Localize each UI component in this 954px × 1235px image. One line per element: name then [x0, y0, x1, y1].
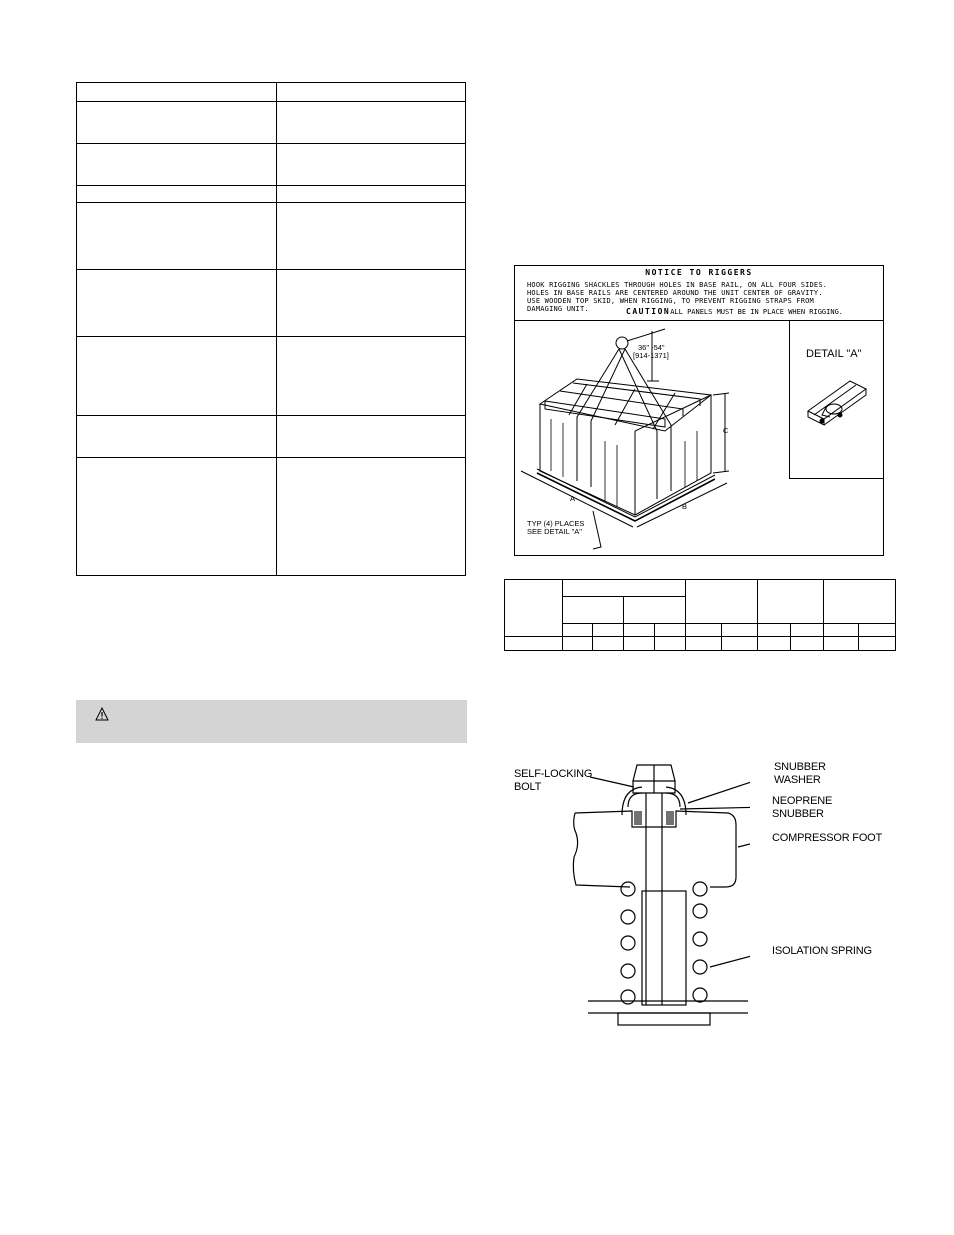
neoprene-snubber-label	[772, 795, 832, 820]
table-cell	[758, 624, 791, 637]
table-cell	[824, 637, 859, 651]
see-detail-label: SEE DETAIL "A"	[527, 527, 582, 536]
notice-line: HOOK RIGGING SHACKLES THROUGH HOLES IN BASE RAIL, ON ALL FOUR SIDES.	[527, 281, 828, 289]
table-cell	[655, 637, 686, 651]
table-cell	[277, 186, 466, 203]
table-cell	[593, 637, 624, 651]
label-line: SNUBBER	[774, 761, 826, 773]
table-cell	[77, 102, 277, 144]
table-cell	[686, 580, 758, 624]
typ-places-label: TYP (4) PLACES	[527, 519, 585, 528]
detail-a-panel	[789, 321, 884, 479]
warning-triangle-icon	[95, 707, 109, 721]
snubber-washer-label	[774, 761, 826, 786]
table-row	[77, 270, 466, 337]
table-cell	[722, 624, 758, 637]
rigging-figure	[514, 265, 884, 556]
table-cell	[859, 637, 896, 651]
height-range-label: 36" -54"	[638, 343, 665, 352]
self-locking-bolt-label	[514, 768, 592, 793]
table-row	[77, 203, 466, 270]
table-cell	[859, 624, 896, 637]
table-cell	[563, 580, 686, 597]
table-row	[505, 637, 896, 651]
dimension-b-label: B	[682, 502, 688, 511]
table-cell	[277, 458, 466, 576]
label-line: NEOPRENE	[772, 795, 833, 807]
table-row	[77, 186, 466, 203]
table-cell	[791, 624, 824, 637]
table-cell	[77, 144, 277, 186]
notice-line: DAMAGING UNIT.	[527, 305, 589, 313]
table-cell	[624, 637, 655, 651]
table-row	[77, 102, 466, 144]
base-rail-detail-drawing	[800, 371, 876, 431]
rigging-weights-table	[504, 579, 896, 651]
table-cell	[563, 624, 593, 637]
warning-banner	[76, 700, 467, 743]
table-header-row	[505, 624, 896, 637]
table-cell	[791, 637, 824, 651]
dimension-a-label: A	[570, 494, 576, 503]
table-cell	[77, 203, 277, 270]
table-cell	[824, 580, 896, 624]
label-line: BOLT	[514, 780, 542, 793]
notice-to-riggers	[515, 266, 883, 321]
isolation-spring-label: ISOLATION SPRING	[772, 945, 872, 957]
table-cell	[505, 637, 563, 651]
notice-line: HOLES IN BASE RAILS ARE CENTERED AROUND THE UNIT CENTER OF GRAVITY.	[527, 289, 823, 297]
table-cell	[686, 637, 722, 651]
table-cell	[686, 624, 722, 637]
label-line: SELF-LOCKING	[514, 768, 593, 780]
label-line: SNUBBER	[772, 807, 824, 820]
table-cell	[624, 624, 655, 637]
table-cell	[505, 580, 563, 637]
notice-title: NOTICE TO RIGGERS	[645, 268, 753, 277]
table-cell	[277, 416, 466, 458]
table-cell	[277, 144, 466, 186]
table-cell	[563, 597, 624, 624]
dimension-c-label: C	[723, 426, 729, 435]
table-cell	[277, 270, 466, 337]
table-cell	[77, 270, 277, 337]
table-cell	[77, 337, 277, 416]
table-cell	[277, 102, 466, 144]
table-cell	[77, 416, 277, 458]
table-cell	[77, 83, 277, 102]
table-row	[77, 144, 466, 186]
table-row	[77, 337, 466, 416]
table-row	[77, 83, 466, 102]
table-cell	[277, 337, 466, 416]
label-line: WASHER	[774, 773, 821, 786]
notice-line: USE WOODEN TOP SKID, WHEN RIGGING, TO PREVENT RIGGING STRAPS FROM	[527, 297, 814, 305]
table-cell	[277, 83, 466, 102]
table-cell	[593, 624, 624, 637]
table-cell	[77, 458, 277, 576]
table-row	[77, 458, 466, 576]
caution-word: CAUTION	[626, 307, 671, 316]
height-range-metric-label: [914-1371]	[633, 351, 669, 360]
table-cell	[655, 624, 686, 637]
table-cell	[563, 637, 593, 651]
table-row	[77, 416, 466, 458]
table-header-row	[505, 580, 896, 597]
table-cell	[758, 637, 791, 651]
specifications-table	[76, 82, 466, 576]
table-cell	[624, 597, 686, 624]
caution-line	[626, 308, 843, 317]
table-cell	[722, 637, 758, 651]
table-cell	[824, 624, 859, 637]
compressor-foot-label: COMPRESSOR FOOT	[772, 832, 883, 844]
table-cell	[77, 186, 277, 203]
compressor-mounting-drawing	[570, 755, 750, 1030]
table-cell	[277, 203, 466, 270]
table-cell	[758, 580, 824, 624]
caution-text: ALL PANELS MUST BE IN PLACE WHEN RIGGING.	[670, 308, 844, 316]
detail-a-label: DETAIL "A"	[806, 348, 862, 360]
